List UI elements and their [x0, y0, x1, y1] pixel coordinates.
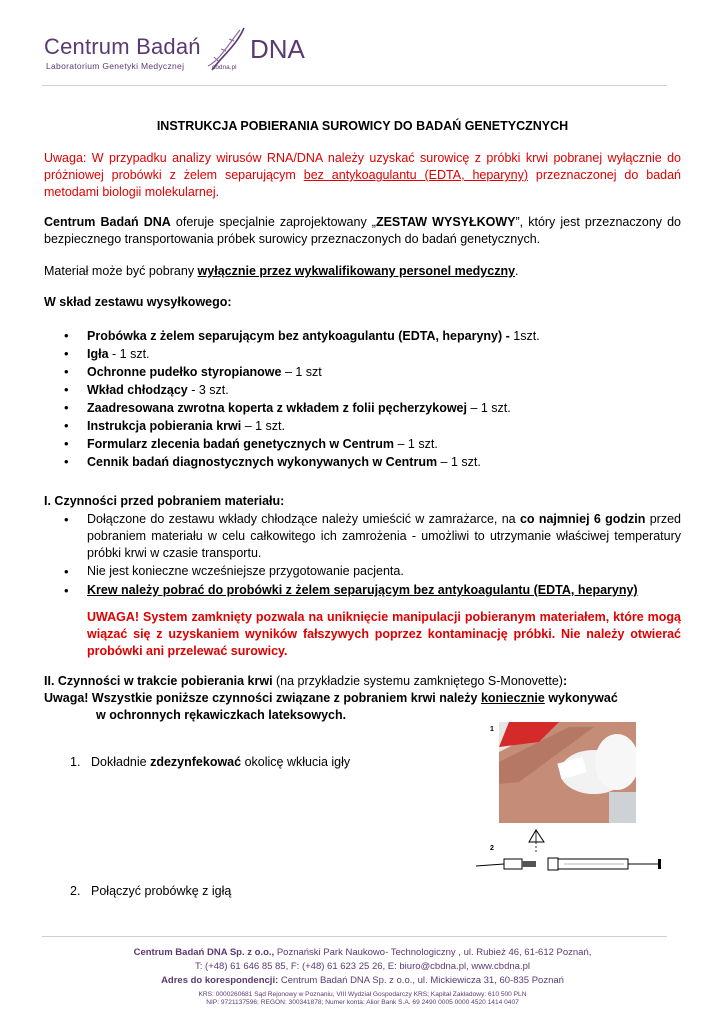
warning-text-a: Uwaga: W przypadku analizy wirusów RNA/DNA należy uzyskać surowicę z próbki krwi pobranej wyłącznie do próżniowej probówki z żelem separującym: [44, 151, 681, 182]
document-title: INSTRUKCJA POBIERANIA SUROWICY DO BADAŃ GENETYCZNYCH: [156, 119, 569, 133]
list-item: • Formularz zlecenia badań genetycznych w Centrum – 1 szt.: [44, 435, 681, 453]
list-item: • Zaadresowana zwrotna koperta z wkładem z folii pęcherzykowej – 1 szt.: [44, 399, 681, 417]
logo-dna-text: DNA: [250, 34, 305, 64]
staff-paragraph: [44, 263, 681, 280]
kit-name: ZESTAW WYSYŁKOWY: [375, 215, 516, 229]
disinfection-photo: [499, 722, 636, 823]
warning-text-underlined: bez antykoagulantu (EDTA, heparyny): [303, 168, 529, 182]
intro-text-a: oferuje specjalnie zaprojektowany „: [170, 215, 376, 229]
needle-tube-illustration: [474, 826, 664, 882]
section1-heading: I. Czynności przed pobraniem materiału:: [44, 494, 285, 508]
staff-text-b: .: [515, 264, 519, 278]
figure-2-label: 2: [490, 845, 494, 852]
logo: [40, 26, 340, 76]
figure-1-label: 1: [490, 726, 494, 733]
logo-main-text: Centrum Badań: [44, 34, 201, 59]
staff-text-a: Materiał może być pobrany: [44, 264, 198, 278]
list-item: • Wkład chłodzący - 3 szt.: [44, 381, 681, 399]
section2-note-gloves: w ochronnych rękawiczkach lateksowych.: [96, 708, 347, 722]
footer-line-2: T: (+48) 61 646 85 85, F: (+48) 61 623 25 26, E: biuro@cbdna.pl, www.cbdna.pl: [195, 961, 530, 972]
footer-line-5: NIP: 9721137596; REGON: 300341878; Numer konta: Alior Bank S.A. 69 2490 0005 0000 4520 1414 0407: [206, 999, 519, 1006]
intro-text-b: ”, który jest przeznaczony do bezpiecznego transportowania próbek surowicy przeznaczonych do badań genetycznych.: [44, 215, 682, 246]
footer-line-4: KRS: 0000260681 Sąd Rejonowy w Poznaniu, VIII Wydział Gospodarczy KRS; Kapitał Zakładowy: 610 500 PLN: [198, 991, 527, 998]
list-item: • Igła - 1 szt.: [44, 345, 681, 363]
needle-tube-diagram: [474, 826, 664, 882]
company-name: Centrum Badań DNA: [44, 215, 171, 229]
warning-text-b: przeznaczonej do badań metodami biologii molekularnej.: [44, 168, 681, 199]
section1-alert: UWAGA! System zamknięty pozwala na uniknięcie manipulacji pobieranym materiałem, które mogą wiązać się z uzyskaniem wyników fałszywych poprzez kontaminację próbki. Nie należy otwierać probówki ani przelewać surowicy.: [87, 610, 681, 658]
list-item: • Nie jest konieczne wcześniejsze przygotowanie pacjenta.: [44, 563, 681, 580]
footer-divider: [42, 936, 667, 937]
step-2: 2. Połączyć probówkę z igłą: [70, 884, 232, 898]
footer-line-3: Adres do korespondencji: Centrum Badań DNA Sp. z o.o., ul. Mickiewicza 31, 60-835 Poznań: [161, 975, 564, 986]
list-item: • Dołączone do zestawu wkłady chłodzące należy umieścić w zamrażarce, na co najmniej 6 godzin przed pobraniem materiału w celu całkowitego ich zamrożenia - umożliwi to utrzymanie właściwej temperatury próbki krwi w czasie transportu.: [44, 511, 681, 562]
list-item: • Probówka z żelem separującym bez antykoagulantu (EDTA, heparyny) - 1szt.: [44, 327, 681, 345]
list-item: • Ochronne pudełko styropianowe – 1 szt: [44, 363, 681, 381]
list-item: • Cennik badań diagnostycznych wykonywanych w Centrum – 1 szt.: [44, 453, 681, 471]
list-item: • Krew należy pobrać do probówki z żelem separującym bez antykoagulantu (EDTA, heparyny): [44, 582, 681, 599]
warning-paragraph: [44, 150, 681, 201]
kit-items-list: [44, 327, 681, 471]
section2-heading: II. Czynności w trakcie pobierania krwi (na przykładzie systemu zamkniętego S-Monovette):: [44, 674, 568, 688]
section1-list: [44, 511, 681, 599]
step-1: 1. Dokładnie zdezynfekować okolicę wkłucia igły: [70, 755, 351, 769]
staff-text-underlined: wyłącznie przez wykwalifikowany personel medyczny: [197, 264, 516, 278]
logo-subtitle: Laboratorium Genetyki Medycznej: [46, 61, 185, 71]
disinfection-illustration: [499, 722, 636, 823]
list-item: • Instrukcja pobierania krwi – 1 szt.: [44, 417, 681, 435]
intro-paragraph: [44, 214, 681, 248]
logo-url: cbdna.pl: [212, 64, 237, 71]
footer-line-1: Centrum Badań DNA Sp. z o.o., Poznański Park Naukowo- Technologiczny , ul. Rubież 46, 61-612 Poznań,: [133, 947, 592, 958]
section2-note: Uwaga! Wszystkie poniższe czynności związane z pobraniem krwi należy koniecznie wykonywać: [44, 691, 618, 705]
kit-heading: W skład zestawu wysyłkowego:: [44, 295, 232, 309]
header-divider: [42, 85, 667, 86]
